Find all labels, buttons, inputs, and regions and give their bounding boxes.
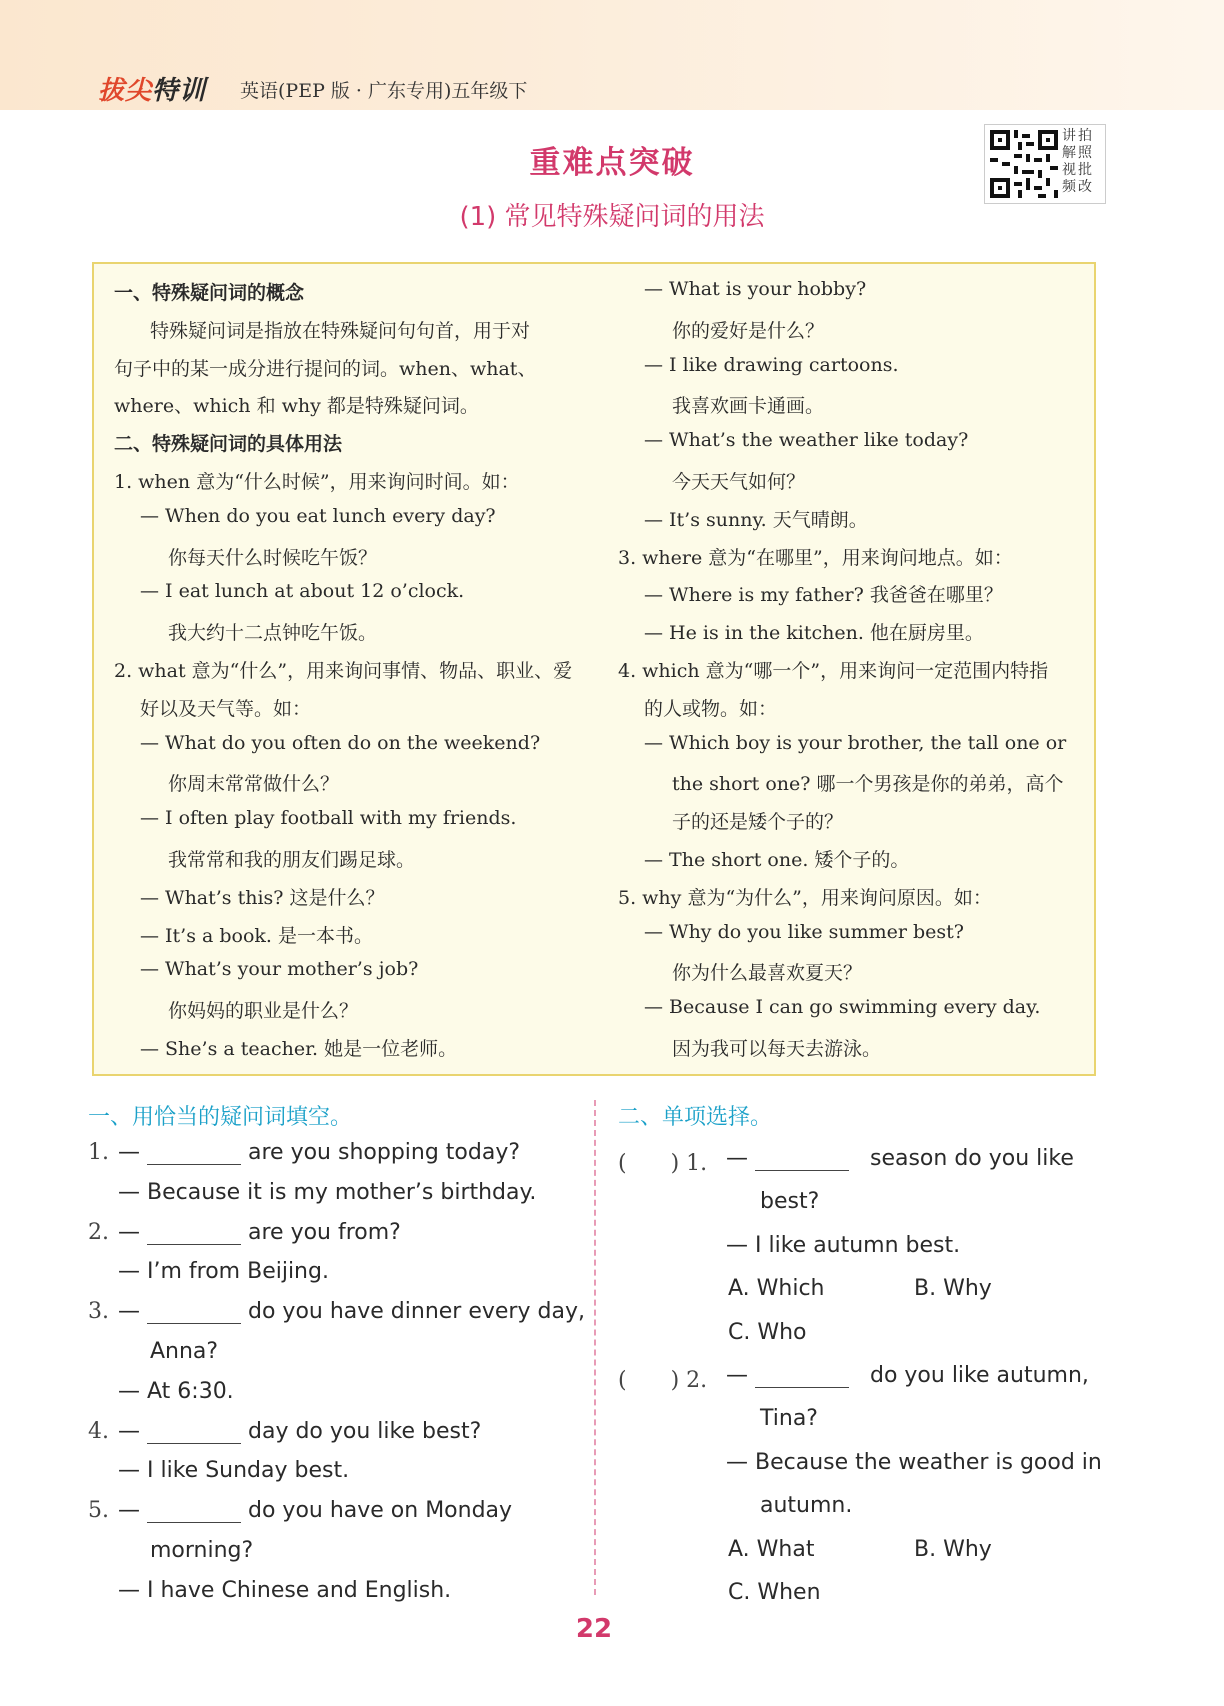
page-number: 22 <box>575 1614 613 1644</box>
question-line: — do you like autumn, <box>726 1363 1089 1388</box>
qr-code-icon <box>990 130 1058 198</box>
answer-continuation: autumn. <box>760 1493 853 1519</box>
question-number: ( ) 1. <box>618 1151 708 1176</box>
box-line: 4. which 意为“哪一个”，用来询问一定范围内特指 <box>618 660 1049 682</box>
box-line: 因为我可以每天去游泳。 <box>672 1038 882 1060</box>
question-continuation: Anna? <box>150 1339 219 1364</box>
answer-text: At 6:30. <box>147 1378 234 1404</box>
box-line: — I often play football with my friends. <box>140 807 517 830</box>
box-line: — When do you eat lunch every day? <box>140 504 496 527</box>
column-divider <box>594 1100 596 1595</box>
box-line: — Where is my father? 我爸爸在哪里？ <box>644 584 1003 607</box>
choice-option[interactable]: A. What <box>728 1536 815 1562</box>
answer-text: Because it is my mother’s birthday. <box>147 1179 537 1205</box>
box-line: 你周末常常做什么？ <box>168 773 340 796</box>
box-line: — He is in the kitchen. 他在厨房里。 <box>644 622 984 645</box>
box-line: 我大约十二点钟吃午饭。 <box>168 622 378 645</box>
question-text: are you shopping today? <box>248 1140 521 1165</box>
choice-option[interactable]: B. Why <box>914 1536 992 1562</box>
answer-line: — I like Sunday best. <box>118 1458 350 1484</box>
brand-logo: 拔尖特训 <box>98 76 207 106</box>
box-line: — Which boy is your brother, the tall one or <box>644 731 1067 754</box>
answer-text: I like autumn best. <box>755 1232 961 1258</box>
question-line: — day do you like best? <box>118 1418 482 1444</box>
knowledge-box <box>92 262 1096 1076</box>
answer-text: I like Sunday best. <box>147 1458 350 1484</box>
page-title: 重难点突破 <box>529 145 695 181</box>
answer-line: — Because the weather is good in <box>726 1449 1102 1475</box>
box-line: — What do you often do on the weekend? <box>140 731 541 754</box>
question-text: day do you like best? <box>248 1418 482 1444</box>
box-line: — What’s the weather like today? <box>644 429 969 452</box>
question-text: season do you like <box>869 1146 1074 1171</box>
question-line: — do you have dinner every day, <box>118 1299 585 1325</box>
box-line: 子的还是矮个子的？ <box>672 811 844 834</box>
question-number: 5. <box>88 1498 109 1524</box>
box-line: — She’s a teacher. 她是一位老师。 <box>140 1038 458 1060</box>
box-line: 的人或物。如： <box>644 697 778 720</box>
answer-blank[interactable] <box>147 1301 241 1324</box>
box-line: 我常常和我的朋友们踢足球。 <box>168 849 416 871</box>
box-line: 今天天气如何？ <box>672 471 806 493</box>
question-text: are you from? <box>248 1219 401 1245</box>
answer-line: — At 6:30. <box>118 1378 234 1404</box>
answer-text: I’m from Beijing. <box>147 1259 329 1285</box>
box-line: 你的爱好是什么？ <box>672 319 825 342</box>
box-line: 你妈妈的职业是什么？ <box>168 1000 359 1023</box>
box-heading: 二、特殊疑问词的具体用法 <box>114 433 343 456</box>
qr-code-panel <box>984 124 1106 204</box>
answer-line: — Because it is my mother’s birthday. <box>118 1179 537 1205</box>
question-number: 1. <box>88 1140 109 1165</box>
box-line: 你每天什么时候吃午饭？ <box>168 546 378 569</box>
section-heading-choice: 二、单项选择。 <box>618 1105 773 1130</box>
answer-blank[interactable] <box>147 1500 241 1523</box>
box-line: — What’s your mother’s job? <box>140 958 419 981</box>
box-line: 句子中的某一成分进行提问的词。when、what、 <box>114 357 537 380</box>
box-line: — It’s a book. 是一本书。 <box>140 924 374 947</box>
question-number: 2. <box>88 1219 109 1245</box>
box-line: 好以及天气等。如： <box>140 697 312 720</box>
answer-text: Because the weather is good in <box>755 1449 1102 1475</box>
box-line: 特殊疑问词是指放在特殊疑问句句首，用于对 <box>150 319 531 342</box>
question-text: do you have dinner every day, <box>248 1299 585 1325</box>
answer-line: — I’m from Beijing. <box>118 1259 329 1285</box>
answer-blank[interactable] <box>147 1222 241 1245</box>
question-continuation: best? <box>760 1189 820 1215</box>
question-number: 4. <box>88 1418 109 1444</box>
box-line: — The short one. 矮个子的。 <box>644 849 910 871</box>
box-line: — I like drawing cartoons. <box>644 353 899 376</box>
box-line: 5. why 意为“为什么”，用来询问原因。如： <box>618 886 992 909</box>
answer-blank[interactable] <box>147 1142 241 1165</box>
question-line: — season do you like <box>726 1146 1074 1171</box>
page-header <box>0 0 1224 110</box>
box-line: 我喜欢画卡通画。 <box>672 395 825 418</box>
box-line: — What is your hobby? <box>644 278 867 300</box>
question-number: 3. <box>88 1299 109 1325</box>
box-line: 3. where 意为“在哪里”，用来询问地点。如： <box>618 546 1013 569</box>
answer-blank[interactable] <box>147 1421 241 1444</box>
section-heading-fill: 一、用恰当的疑问词填空。 <box>88 1105 353 1130</box>
question-line: — are you shopping today? <box>118 1140 521 1165</box>
answer-line: — I have Chinese and English. <box>118 1577 452 1603</box>
box-heading: 一、特殊疑问词的概念 <box>114 282 305 304</box>
qr-caption: 讲拍解照视批频改 <box>1062 128 1094 195</box>
answer-text: I have Chinese and English. <box>147 1577 452 1603</box>
book-title: 英语(PEP 版 · 广东专用)五年级下 <box>240 80 528 102</box>
choice-option[interactable]: C. Who <box>728 1319 807 1345</box>
question-continuation: morning? <box>150 1538 254 1563</box>
choice-option[interactable]: B. Why <box>914 1276 992 1302</box>
choice-option[interactable]: A. Which <box>728 1276 825 1302</box>
box-line: 你为什么最喜欢夏天？ <box>672 962 863 985</box>
page-subtitle: (1) 常见特殊疑问词的用法 <box>459 202 765 232</box>
answer-blank[interactable] <box>755 1148 849 1171</box>
question-line: — do you have on Monday <box>118 1498 513 1524</box>
question-number: ( ) 2. <box>618 1368 708 1393</box>
question-text: do you have on Monday <box>248 1498 513 1524</box>
box-line: 2. what 意为“什么”，用来询问事情、物品、职业、爱 <box>114 660 573 682</box>
question-continuation: Tina? <box>760 1406 818 1432</box>
choice-option[interactable]: C. When <box>728 1580 821 1605</box>
question-line: — are you from? <box>118 1219 401 1245</box>
box-line: — It’s sunny. 天气晴朗。 <box>644 508 868 531</box>
box-line: — What’s this? 这是什么？ <box>140 886 385 909</box>
box-line: — Why do you like summer best? <box>644 920 964 943</box>
answer-blank[interactable] <box>755 1365 849 1388</box>
box-line: where、which 和 why 都是特殊疑问词。 <box>114 395 479 418</box>
box-line: — I eat lunch at about 12 o’clock. <box>140 580 465 603</box>
box-line: — Because I can go swimming every day. <box>644 996 1041 1019</box>
answer-line: — I like autumn best. <box>726 1232 961 1258</box>
question-text: do you like autumn, <box>869 1363 1089 1388</box>
box-line: the short one? 哪一个男孩是你的弟弟，高个 <box>672 773 1064 796</box>
box-line: 1. when 意为“什么时候”，用来询问时间。如： <box>114 471 520 493</box>
